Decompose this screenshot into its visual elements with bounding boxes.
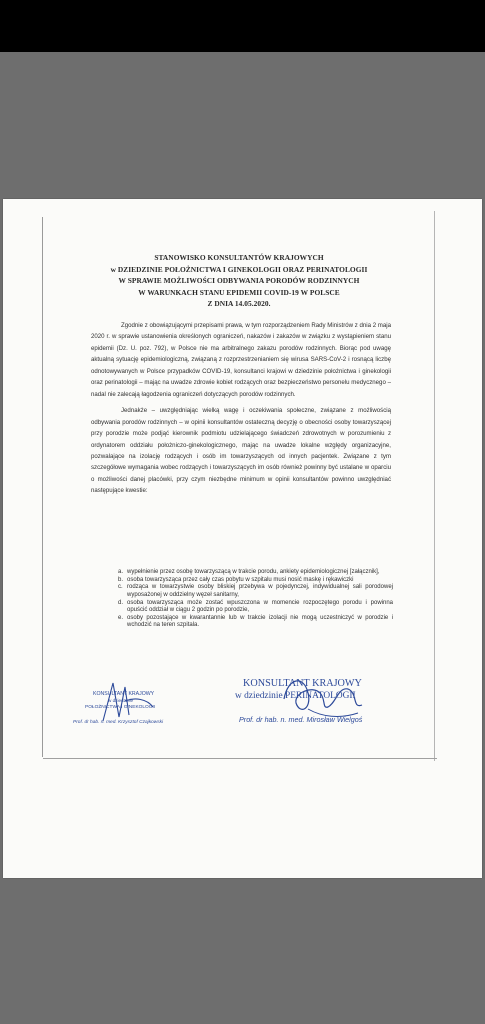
list-item-text: osoba towarzysząca może zostać wpuszczona w momencie rozpoczętego porodu i powinna opuścić oddział w ciągu 2 godzin po porodzie, <box>127 599 393 613</box>
list-item <box>118 615 393 630</box>
list-item-text: rodząca w towarzystwie osoby bliskiej przebywa w pojedynczej, indywidualnej sali porodowej wyposażonej w oddzielny węzeł sanitarny, <box>127 584 393 598</box>
list-item-text: osoba towarzysząca przez cały czas pobytu w szpitalu musi nosić maskę i rękawiczki <box>127 576 354 583</box>
list-item-letter: c. <box>118 584 123 591</box>
stamp-left-line-1: KONSULTANT KRAJOWY <box>93 691 155 697</box>
list-item-letter: d. <box>118 599 124 606</box>
paragraph-1: Zgodnie z obowiązującymi przepisami prawa, w tym rozporządzeniem Rady Ministrów z dnia 2 maja 2020 r. w sprawie ustanowienia określonych ograniczeń, nakazów i zakazów w związku z wystąpieniem stanu epidemii (Dz. U. poz. 792), w Polsce nie ma arbitralnego zakazu porodów rodzinnych. Biorąc pod uwagę aktualną sytuację epidemiologiczną, związaną z rozprzestrzenianiem się wirusa SARS-CoV-2 i rosnącą liczbę odnotowywanych w Polsce przypadków COVID-19, konsultanci krajowi w dziedzinie położnictwa i ginekologii oraz perinatologii – mając na uwadze zdrowie kobiet rodzących oraz bezpieczeństwo personelu medycznego – nadal nie zalecają łagodzenia ograniczeń dotyczących porodów rodzinnych. <box>91 322 391 398</box>
list-item-text: wypełnienie przez osobę towarzyszącą w trakcie porodu, ankiety epidemiologicznej [załącznik], <box>127 569 380 575</box>
scanned-document-page <box>3 199 482 878</box>
list-item-letter: e. <box>118 614 124 621</box>
list-item-text: osoby pozostające w kwarantannie lub w trakcie izolacji nie mogą uczestniczyć w porodzie i wchodzić na teren szpitala. <box>127 614 393 629</box>
list-item <box>118 600 393 615</box>
document-body <box>91 320 391 497</box>
requirements-list <box>118 569 393 630</box>
title-line-1: STANOWISKO KONSULTANTÓW KRAJOWYCH <box>154 253 324 262</box>
title-line-4: W WARUNKACH STANU EPIDEMII COVID-19 W POLSCE <box>138 287 340 297</box>
status-bar <box>0 0 485 52</box>
signatory-name-left: Prof. dr hab. n. med. Krzysztof Czajkowski <box>73 720 164 725</box>
title-line-3: W SPRAWIE MOŻLIWOŚCI ODBYWANIA PORODÓW RODZINNYCH <box>118 276 360 286</box>
title-line-5: Z DNIA 14.05.2020. <box>207 299 271 309</box>
document-title <box>43 252 435 310</box>
stamp-right-line-2: w dziedzinie PERINATOLOGII <box>235 691 356 701</box>
list-item <box>118 584 393 599</box>
title-line-2: w DZIEDZINIE POŁOŻNICTWA I GINEKOLOGII ORAZ PERINATOLOGII <box>110 264 368 274</box>
signatory-name-right: Prof. dr hab. n. med. Mirosław Wielgoś <box>239 715 363 724</box>
stamp-left-line-2: w dziedzinie <box>108 698 134 703</box>
list-item-letter: a. <box>118 569 124 575</box>
list-item <box>118 569 393 576</box>
stamp-left-line-3: POŁOŻNICTWA I GINEKOLOGII <box>85 705 156 710</box>
paragraph-2: Jednakże – uwzględniając wielką wagę i oczekiwania społeczne, związane z możliwością odbywania porodów rodzinnych – w opinii konsultantów ostateczną decyzję o obecności osoby towarzyszącej przy porodzie może podjąć kierownik podmiotu udzielającego świadczeń zdrowotnych w porozumieniu z ordynatorem oddziału położniczo-ginekologicznego, mając na uwadze lokalne względy organizacyjne, pozwalające na izolację rodzących i osób im towarzyszących od innych pacjentek. Związane z tym szczegółowe wymagania wobec rodzących i towarzyszących im osób również powinny być ustalane w oparciu o możliwości danej placówki, przy czym niezbędne minimum w opinii konsultantów powinno uwzględniać następujące kwestie: <box>91 407 391 495</box>
list-item-letter: b. <box>118 576 124 583</box>
stamp-right-line-1: KONSULTANT KRAJOWY <box>243 678 362 689</box>
list-item <box>118 577 393 584</box>
scan-edge-bottom <box>43 758 437 759</box>
